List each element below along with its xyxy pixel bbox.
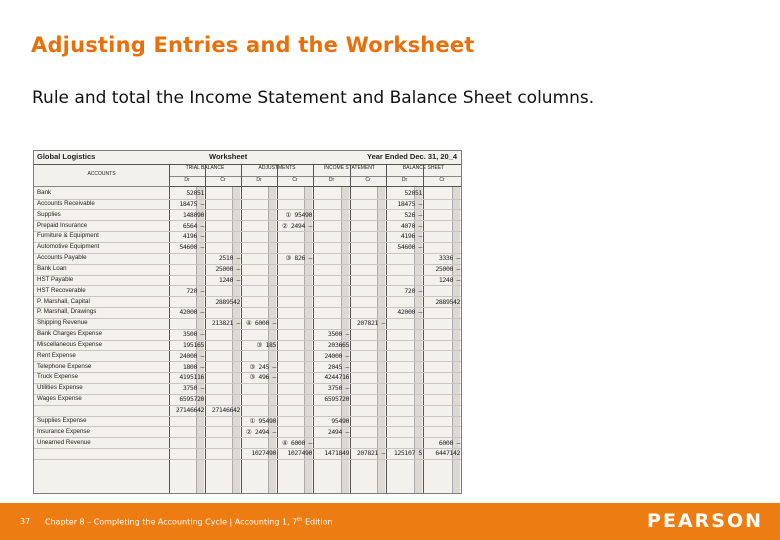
worksheet-period: Year Ended Dec. 31, 20_4 (367, 152, 458, 161)
amount-cell: 2889542 (215, 297, 240, 306)
amount-cell: 52051 (186, 189, 204, 197)
table-row (34, 448, 461, 460)
worksheet-name: Worksheet (209, 152, 248, 161)
amount-cell: 1027490 (251, 449, 276, 458)
account-name: Rent Expense (37, 351, 76, 359)
amount-cell: 27146642 (211, 406, 240, 414)
table-row (34, 427, 461, 439)
amount-cell: 42000 – (179, 308, 204, 317)
amount-cell: 25000 – (435, 264, 460, 273)
debit-header: Dr (169, 177, 205, 187)
column-group-header: ADJUSTMENTS (241, 165, 313, 177)
amount-cell: 54600 – (179, 243, 204, 252)
amount-cell: 3750 – (182, 384, 204, 393)
amount-cell: ③ 245 – (249, 362, 276, 371)
amount-cell: 52051 (404, 189, 422, 197)
table-row (34, 351, 461, 363)
page-number: 37 (20, 517, 31, 526)
amount-cell: ② 2494 – (245, 427, 276, 436)
table-row (34, 286, 461, 298)
amount-cell: 125107 5 (393, 449, 422, 458)
table-row (34, 329, 461, 341)
table-row (34, 362, 461, 374)
account-name: Miscellaneous Expense (37, 340, 103, 348)
account-name: Furniture & Equipment (37, 232, 99, 240)
footer-text-sup: th (297, 517, 303, 523)
amount-cell: ① 95490 (249, 416, 276, 425)
amount-cell: 720 – (186, 286, 204, 295)
account-name: Supplies Expense (37, 416, 87, 424)
table-row (34, 264, 461, 276)
table-row (34, 340, 461, 352)
table-row (34, 416, 461, 428)
amount-cell: 207821 – (356, 319, 385, 328)
column-group-header: INCOME STATEMENT (313, 165, 386, 177)
amount-cell: 4196 – (400, 232, 422, 241)
footer-text (45, 517, 333, 527)
amount-cell: 24000 – (179, 351, 204, 360)
amount-cell: ② 2494 – (281, 221, 312, 230)
amount-cell: 203665 (327, 340, 349, 349)
amount-cell: 2045 – (327, 362, 349, 371)
table-row (34, 188, 461, 200)
amount-cell: 526 – (404, 210, 422, 219)
amount-cell: ③ 826 – (285, 254, 312, 263)
account-name: Truck Expense (37, 373, 79, 381)
amount-cell: 3750 – (327, 384, 349, 393)
table-row (34, 297, 461, 309)
amount-cell: 18475 – (397, 199, 422, 208)
debit-header: Dr (386, 177, 423, 187)
account-name: Insurance Expense (37, 427, 90, 435)
amount-cell: 6595720 (324, 395, 349, 404)
table-row (34, 253, 461, 265)
credit-header: Cr (205, 177, 241, 187)
amount-cell: 6564 – (182, 221, 204, 230)
account-name: Unearned Revenue (37, 438, 91, 446)
table-row (34, 383, 461, 395)
amount-cell: 3336 – (438, 254, 460, 263)
amount-cell: 1240 – (218, 275, 240, 284)
footer-text-main: Chapter 8 – Completing the Accounting Cycle | Accounting 1, 7 (45, 517, 298, 527)
worksheet-image (33, 150, 462, 494)
amount-cell: 3500 – (327, 330, 349, 339)
footer-bar (0, 503, 780, 540)
company-name: Global Logistics (37, 152, 96, 161)
account-name: Prepaid Insurance (37, 221, 88, 229)
amount-cell: 2494 – (327, 427, 349, 436)
account-name: HST Payable (37, 275, 74, 283)
account-name: Shipping Revenue (37, 319, 88, 327)
credit-header: Cr (350, 177, 386, 187)
account-name: Bank (37, 189, 52, 196)
amount-cell: 4196 – (182, 232, 204, 241)
table-row (34, 231, 461, 243)
amount-cell: 2889542 (435, 297, 460, 306)
footer-text-end: Edition (302, 517, 333, 527)
amount-cell: 720 – (404, 286, 422, 295)
account-name: Bank Charges Expense (37, 330, 103, 338)
amount-cell: 54600 – (397, 243, 422, 252)
table-row (34, 405, 461, 417)
amount-cell: 95490 (331, 416, 349, 425)
table-row (34, 242, 461, 254)
amount-cell: 4195116 (179, 373, 204, 382)
table-row (34, 210, 461, 222)
amount-cell: 1027490 (287, 449, 312, 458)
credit-header: Cr (277, 177, 313, 187)
column-group-header: TRIAL BALANCE (169, 165, 241, 177)
amount-cell: 18475 – (179, 199, 204, 208)
pearson-logo: PEARSON (647, 510, 763, 532)
table-row (34, 307, 461, 319)
account-name: HST Recoverable (37, 286, 86, 294)
amount-cell: 24000 – (324, 351, 349, 360)
amount-cell: 6447142 (435, 449, 460, 458)
amount-cell: 1471849 (324, 449, 349, 458)
amount-cell: ④ 6000 – (281, 438, 312, 447)
amount-cell: 4244716 (324, 373, 349, 382)
amount-cell: 213821 – (211, 319, 240, 328)
table-row (34, 318, 461, 330)
account-name: Supplies (37, 210, 61, 218)
debit-header: Dr (313, 177, 350, 187)
amount-cell: 148090 (182, 210, 204, 219)
amount-cell: 2510 – (218, 254, 240, 263)
table-row (34, 275, 461, 287)
amount-cell: ③ 185 (256, 340, 276, 349)
amount-cell: ③ 496 – (249, 373, 276, 382)
account-name: Accounts Payable (37, 254, 87, 262)
slide-title: Adjusting Entries and the Worksheet (31, 33, 475, 57)
worksheet-header (34, 151, 461, 165)
column-group-header: BALANCE SHEET (386, 165, 461, 177)
table-row (34, 438, 461, 450)
table-row (34, 394, 461, 406)
amount-cell: 42000 – (397, 308, 422, 317)
accounts-header: ACCOUNTS (34, 165, 169, 187)
account-name: Bank Loan (37, 264, 67, 272)
table-row (34, 372, 461, 384)
debit-header: Dr (241, 177, 277, 187)
amount-cell: 1240 – (438, 275, 460, 284)
amount-cell: 27146642 (175, 406, 204, 414)
amount-cell: 3500 – (182, 330, 204, 339)
amount-cell: ① 95490 (285, 210, 312, 219)
amount-cell: 207821 – (356, 449, 385, 458)
account-name: Wages Expense (37, 395, 82, 403)
account-name: Accounts Receivable (37, 199, 95, 207)
amount-cell: 1800 – (182, 362, 204, 371)
account-name: Automotive Equipment (37, 243, 100, 251)
amount-cell: ④ 6000 – (245, 319, 276, 328)
account-name: Telephone Expense (37, 362, 92, 370)
account-name: P. Marshall, Drawings (37, 308, 97, 316)
table-row (34, 221, 461, 233)
amount-cell: 6595720 (179, 395, 204, 404)
account-name: P. Marshall, Capital (37, 297, 90, 305)
amount-cell: 4070 – (400, 221, 422, 230)
slide-body-text: Rule and total the Income Statement and Balance Sheet columns. (32, 88, 595, 108)
account-name: Utilities Expense (37, 384, 83, 392)
amount-cell: 195165 (182, 340, 204, 349)
table-row (34, 199, 461, 211)
amount-cell: 25000 – (215, 264, 240, 273)
credit-header: Cr (423, 177, 461, 187)
amount-cell: 6000 – (438, 438, 460, 447)
